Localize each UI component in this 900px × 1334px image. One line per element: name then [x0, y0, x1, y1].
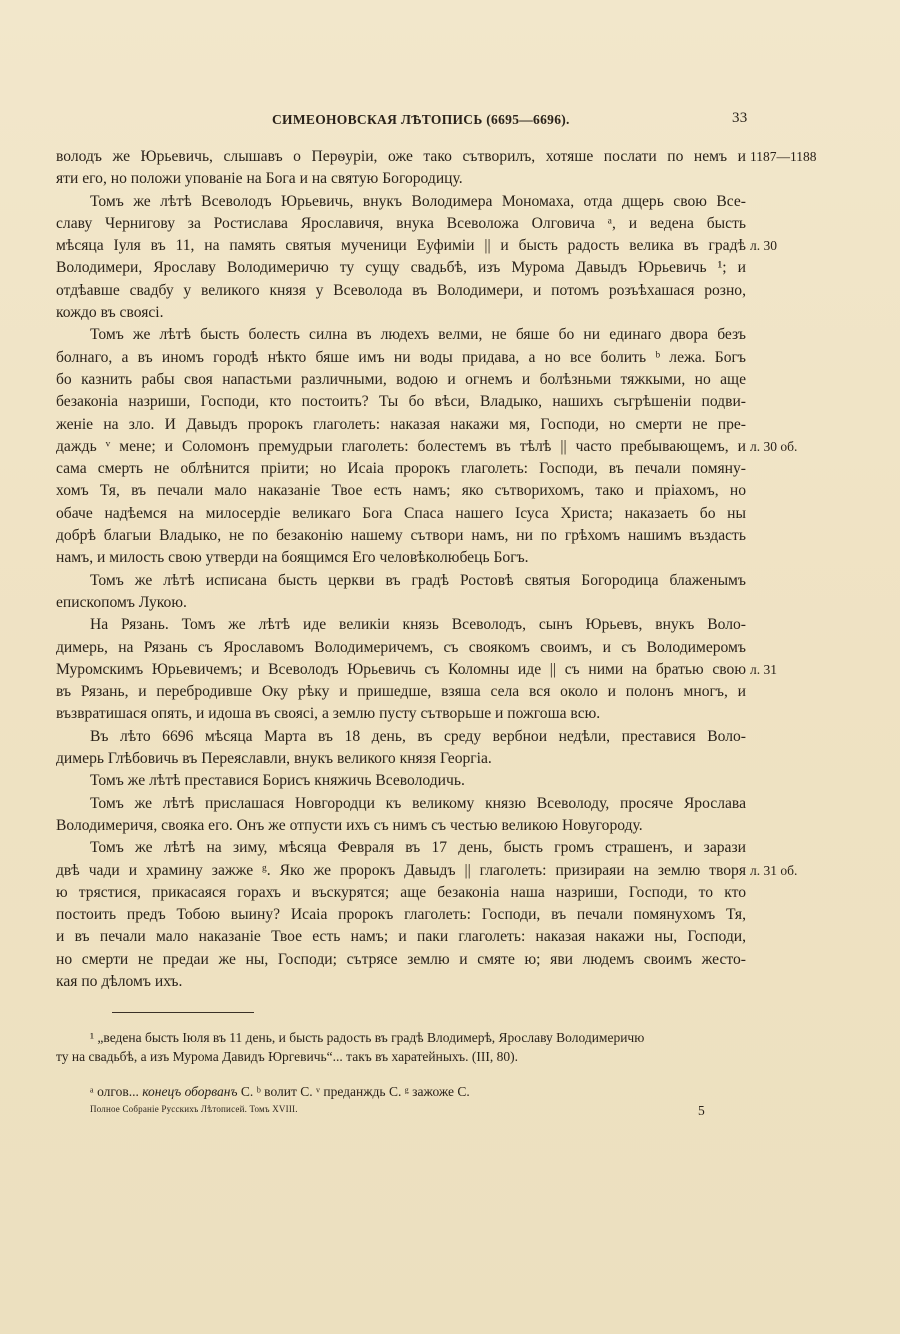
- line-text: Володимеричя, свояка его. Онъ же отпусти ихъ съ нимъ съ честью великою Новугороду.: [56, 816, 643, 834]
- line-text: володъ же Юрьевичь, слышавъ о Перѳуріи, оже тако сътворилъ, хотяше послати по немъ и: [56, 148, 746, 165]
- line-text: димерь, на Рязань съ Ярославомъ Володимеричемъ, съ своякомъ своимъ, и съ Володимеромъ: [56, 638, 746, 656]
- text-line: [56, 191, 746, 213]
- text-line: [56, 592, 746, 614]
- line-text: болнаго, а въ иномъ городѣ нѣкто бяше имъ ни воды придава, а но все болить ᵇ лежа. Богъ: [56, 348, 746, 366]
- text-line: [56, 770, 746, 792]
- text-line: [56, 904, 746, 926]
- line-text: Томъ же лѣтѣ преставися Борисъ княжичь Всеволодичь.: [90, 772, 465, 790]
- text-line: [56, 146, 746, 168]
- margin-note: л. 31 об.: [750, 862, 798, 878]
- line-text: сама смерть не облѣнится пріити; но Исаіа пророкъ глаголеть: Господи, въ печали помяну-: [56, 460, 746, 478]
- line-text: отдѣавше свадбу у великого князя у Всеволода въ Володимери, и потомъ розъѣхашася розно,: [56, 281, 746, 299]
- text-line: [56, 614, 746, 636]
- footnote-1-line-2: ту на свадьбѣ, а изъ Мурома Давидъ Юргевичь“... такъ въ харатейныхъ. (III, 80).: [56, 1049, 518, 1064]
- text-line: [56, 257, 746, 279]
- line-text: двѣ чади и храмину зажже ᵍ. Яко же пророкъ Давыдъ || глаголеть: призираяи на землю творя: [56, 861, 746, 879]
- text-line: [56, 525, 746, 547]
- line-text: въ Рязань, и перебродивше Оку рѣку и пришедше, взяша села вся около и полонъ многъ, и: [56, 683, 746, 701]
- text-line: [56, 748, 746, 770]
- line-text: кая по дѣломъ ихъ.: [56, 972, 183, 990]
- text-line: [56, 837, 746, 859]
- text-line: [56, 168, 746, 190]
- text-line: [56, 637, 746, 659]
- chronicle-text: [56, 146, 817, 993]
- line-text: епископомъ Лукою.: [56, 593, 187, 611]
- margin-note: л. 30: [750, 238, 777, 254]
- line-text: Томъ же лѣтѣ исписана бысть церкви въ градѣ Ростовѣ святыя Богородица блаженымъ: [90, 571, 746, 589]
- variant-rest: С. ᵇ волит С. ᵛ преданждь С. ᵍ зажоже С.: [237, 1084, 470, 1099]
- line-text: Володимери, Ярославу Володимеричю ту сущу свадьбѣ, изъ Мурома Давыдъ Юрьевичь ¹; и: [56, 259, 746, 277]
- text-line: [56, 547, 746, 569]
- line-text: хомъ Тя, въ печали мало наказаніе Твое есть намъ; яко сътворихомъ, тако и пріахомъ, но: [56, 482, 746, 500]
- line-text: намъ, и милость свою утверди на боящимся Его человѣколюбець Богъ.: [56, 549, 529, 567]
- line-text: кождо въ своясі.: [56, 304, 164, 322]
- margin-note: 1187—1188: [750, 149, 817, 164]
- text-line: [56, 659, 746, 681]
- text-line: [56, 882, 746, 904]
- text-line: [56, 436, 746, 458]
- line-text: но смерти не предаи же ны, Господи; сътрясе землю и смяте ю; яви людемъ своимъ жесто-: [56, 950, 746, 968]
- text-line: [56, 302, 746, 324]
- variant-readings: [90, 1084, 470, 1100]
- text-line: [56, 726, 746, 748]
- line-text: Томъ же лѣтѣ на зиму, мѣсяца Февраля въ 17 день, бысть громъ страшенъ, и зарази: [90, 839, 746, 857]
- line-text: бо казнить рабы своя напастьми различными, водою и огнемъ и болѣзньми тяжкыми, но аще: [56, 370, 746, 388]
- variant-a-prefix: ᵃ олгов...: [90, 1084, 143, 1099]
- text-line: [56, 458, 746, 480]
- text-line: [56, 414, 746, 436]
- text-line: [56, 926, 746, 948]
- variant-a-italic: конецъ оборванъ: [142, 1084, 238, 1099]
- text-line: [56, 703, 746, 725]
- margin-note: л. 30 об.: [750, 438, 798, 454]
- text-line: [56, 480, 746, 502]
- line-text: Томъ же лѣтѣ Всеволодъ Юрьевичь, внукъ Володимера Мономаха, отда дщерь свою Все-: [90, 192, 746, 210]
- text-line: [56, 369, 746, 391]
- text-line: [56, 949, 746, 971]
- line-text: мѣсяца Іуля въ 11, на память святыя мученици Еуфиміи || и бысть радость велика въ градѣ: [56, 237, 746, 255]
- line-text: даждь ᵛ мене; и Соломонъ премудрыи глаголеть: болестемъ въ тѣлѣ || часто пребывающемъ, и: [56, 437, 746, 455]
- line-text: Томъ же лѣтѣ прислашася Новгородци къ великому князю Всеволоду, просяче Ярослава: [90, 794, 746, 812]
- line-text: Томъ же лѣтѣ бысть болесть силна въ людехъ велми, не бяше бо ни единаго двора безъ: [90, 326, 746, 344]
- text-line: [56, 570, 746, 592]
- text-line: [56, 347, 746, 369]
- page-title: СИМЕОНОВСКАЯ ЛѢТОПИСЬ (6695—6696).: [272, 112, 570, 127]
- line-text: На Рязань. Томъ же лѣтѣ иде великіи князь Всеволодъ, сынъ Юрьевъ, внукъ Воло-: [90, 616, 746, 634]
- line-text: и въ печали мало наказаніе Твое есть намъ; и паки глаголеть: наказая накажи ны, Господи,: [56, 928, 746, 946]
- text-line: [56, 324, 746, 346]
- footnote-rule: [112, 1012, 254, 1013]
- text-line: [56, 971, 746, 993]
- line-text: Муромскимъ Юрьевичемъ; и Всеволодъ Юрьевичь съ Коломны иде || съ ними на братью свою: [56, 660, 746, 678]
- text-line: [56, 280, 746, 302]
- line-text: яти его, но положи упованіе на Бога и на святую Богородицу.: [56, 170, 463, 188]
- text-line: [56, 391, 746, 413]
- text-line: [56, 213, 746, 235]
- line-text: димерь Глѣбовичь въ Переяславли, внукъ великого князя Георгіа.: [56, 750, 492, 768]
- line-text: обаче надѣемся на милосердіе великаго Бога Спаса нашего Ісуса Христа; наказаеть бо ны: [56, 504, 746, 522]
- text-line: [56, 793, 746, 815]
- line-text: женіе на зло. И Давыдъ пророкъ глаголеть: наказая накажи мя, Господи, но смерти не пре-: [56, 415, 746, 433]
- text-line: [56, 860, 746, 882]
- series-signature: Полное Собраніе Русскихъ Лѣтописей. Томъ XVIII.: [90, 1104, 298, 1114]
- line-text: постоить предъ Тобою выину? Исаіа пророкъ глаголеть: Господи, въ печали помянухомъ Тя,: [56, 906, 746, 924]
- line-text: безаконіа назриши, Господи, кто постоить? Ты бо вѣси, Владыко, нашихъ съгрѣшеніи подви-: [56, 393, 746, 411]
- line-text: Въ лѣто 6696 мѣсяца Марта въ 18 день, въ среду вербнои недѣли, преставися Воло-: [90, 727, 746, 745]
- line-text: славу Чернигову за Ростислава Ярославичя, внука Всеволожа Олговича ᵃ, и ведена бысть: [56, 214, 746, 232]
- line-text: възвратишася опять, и идоша въ своясі, а землю пусту сътворьше и пожгоша всю.: [56, 705, 601, 723]
- footnotes: [56, 1028, 746, 1066]
- margin-note: л. 31: [750, 661, 777, 677]
- text-line: [56, 681, 746, 703]
- text-line: [56, 503, 746, 525]
- page-number: 33: [732, 110, 748, 126]
- text-line: [56, 815, 746, 837]
- footnote-1-line-1: ¹ „ведена бысть Іюля въ 11 день, и бысть радость въ градѣ Влодимерѣ, Ярославу Володимеричю: [90, 1030, 645, 1045]
- line-text: добрѣ благыи Владыко, не по безаконію нашему сътвори намъ, ни по грѣхомъ нашимъ въздасть: [56, 527, 746, 545]
- sheet-number: 5: [698, 1103, 705, 1118]
- text-line: [56, 235, 746, 257]
- line-text: ю трястися, прикасаяся горахъ и въскурятся; аще безаконіа наша назриши, Господи, то кто: [56, 883, 746, 901]
